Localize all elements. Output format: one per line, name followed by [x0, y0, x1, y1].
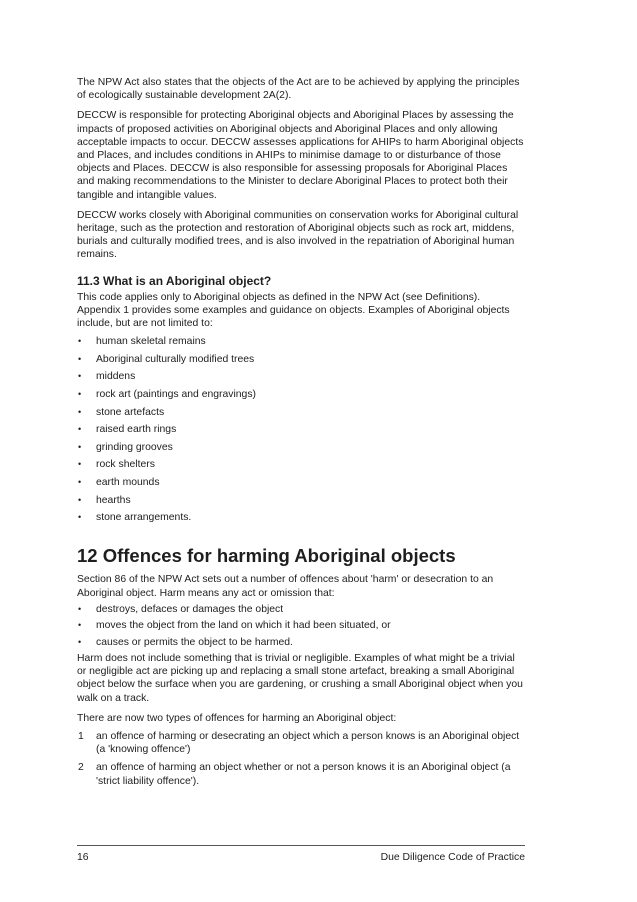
page-number: 16 [77, 852, 89, 863]
list-item: • human skeletal remains [78, 336, 206, 348]
bullet-mark: • [78, 441, 82, 452]
aboriginal-object-list [77, 335, 525, 524]
list-item: • moves the object from the land on which it had been situated, or [78, 620, 391, 632]
list-item: • hearths [78, 494, 131, 506]
bullet-mark: • [78, 459, 82, 470]
list-item: 2 an offence of harming an object whether or not a person knows it is an Aboriginal object (a 'strict liability offence'). [78, 762, 511, 787]
harm-definition-list [77, 603, 525, 649]
list-item: • grinding grooves [78, 441, 173, 453]
list-item: • causes or permits the object to be harmed. [78, 636, 293, 648]
paragraph-offence-types: There are now two types of offences for harming an Aboriginal object: [77, 712, 397, 724]
list-number: 1 [78, 730, 84, 742]
bullet-mark: • [78, 636, 82, 647]
section-12-intro: Section 86 of the NPW Act sets out a number of offences about 'harm' or desecration to an Aboriginal object. Harm means any act or omission that: [77, 574, 494, 599]
section-heading-12: 12 Offences for harming Aboriginal objects [77, 545, 456, 567]
list-number: 2 [78, 762, 84, 774]
bullet-mark: • [78, 353, 82, 364]
bullet-mark: • [78, 477, 82, 487]
list-item: • rock shelters [78, 459, 155, 471]
list-item: 1 an offence of harming or desecrating an object which a person knows is an Aboriginal object (a 'knowing offence') [78, 730, 520, 756]
list-item: • stone arrangements. [78, 512, 192, 524]
paragraph-deccw-responsibility: DECCW is responsible for protecting Aboriginal objects and Aboriginal Places by assessing the impacts of proposed activities on Aboriginal objects and Aboriginal Places and only allowing acceptable impacts to occur. DECCW assesses applications for AHIPs to harm Aboriginal objects and Places, and includes conditions in AHIPs to minimise damage to or disturbance of those objects and Places. DECCW is also responsible for assessing proposals for Aboriginal Places and making recommendations to the Minister to declare Aboriginal Places to protect both their tangible and intangible values. [77, 110, 524, 201]
bullet-mark: • [78, 494, 82, 505]
list-item: • middens [78, 371, 136, 383]
bullet-mark: • [78, 336, 82, 347]
bullet-mark: • [78, 389, 82, 400]
paragraph-trivial-harm: Harm does not include something that is trivial or negligible. Examples of what might be a trivial or negligible act are picking up and replacing a small stone artefact, breaking a small Aboriginal object below the surface when you are gardening, or crushing a small Aboriginal object when you walk on a track. [77, 652, 523, 704]
section-heading-11-3: 11.3 What is an Aboriginal object? [77, 273, 272, 288]
document-title: Due Diligence Code of Practice [380, 852, 525, 863]
section-11-3-intro: This code applies only to Aboriginal objects as defined in the NPW Act (see Definitions). Appendix 1 provides some examples and guidance on objects. Examples of Aboriginal objects include, but are not limited to: [77, 291, 510, 330]
list-item: • earth mounds [78, 477, 160, 488]
paragraph-esd: The NPW Act also states that the objects of the Act are to be achieved by applying the principles of ecologically sustainable development 2A(2). [77, 77, 520, 102]
bullet-mark: • [78, 603, 82, 614]
paragraph-deccw-communities: DECCW works closely with Aboriginal communities on conservation works for Aboriginal cultural heritage, such as the protection and restoration of Aboriginal objects such as rock art, middens, burials and culturally modified trees, and is also involved in the repatriation of Aboriginal human remains. [77, 209, 519, 261]
bullet-mark: • [78, 512, 82, 523]
list-item: • rock art (paintings and engravings) [78, 389, 256, 401]
bullet-mark: • [78, 424, 82, 435]
bullet-mark: • [78, 371, 82, 382]
bullet-mark: • [78, 620, 82, 631]
bullet-mark: • [78, 406, 82, 417]
page-footer [77, 845, 525, 864]
list-item: • Aboriginal culturally modified trees [78, 353, 255, 365]
list-item: • stone artefacts [78, 406, 165, 418]
list-item: • destroys, defaces or damages the object [78, 603, 284, 615]
list-item: • raised earth rings [78, 424, 177, 436]
offence-types-list [77, 730, 525, 788]
page-content [77, 76, 525, 793]
